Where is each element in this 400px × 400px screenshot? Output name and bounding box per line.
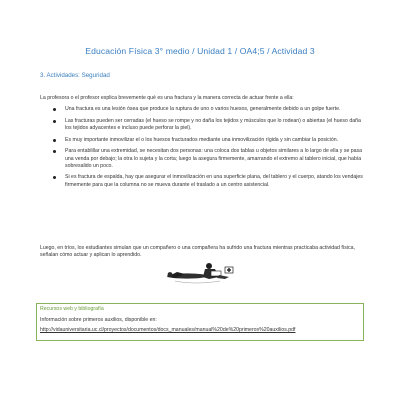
first-aid-illustration — [165, 257, 240, 290]
bullet-list — [40, 106, 365, 193]
bullet-icon — [53, 150, 56, 153]
list-item-text: Las fracturas pueden ser cerradas (el hueso se rompe y no daña los tejidos y músculos que lo rodean) o abiertas (el hueso daña los tejidos adyacentes e incluso puede perforar la piel). — [65, 117, 361, 131]
ground-shadow — [175, 281, 220, 283]
injured-person-figure — [167, 272, 207, 279]
list-item — [40, 174, 365, 188]
resources-link[interactable]: http://vidauniversitaria.uc.cl/proyectos/documentos/docs_manuales/manual%20de%20primeros%20auxilios.pdf — [40, 327, 296, 333]
list-item-text: Es muy importante inmovilizar el o los huesos fracturados mediante una inmovilización rígida y sin cambiar la posición. — [65, 136, 339, 143]
intro-paragraph: La profesora o el profesor explica brevemente qué es una fractura y la manera correcta de actuar frente a ella: — [40, 95, 294, 101]
first-aid-kit-icon — [225, 267, 233, 273]
list-item — [40, 137, 365, 144]
list-item — [40, 118, 365, 132]
resources-heading: Recursos web y bibliografía — [40, 306, 104, 312]
bullet-icon — [53, 108, 56, 111]
bullet-icon — [53, 139, 56, 142]
bullet-icon — [53, 176, 56, 179]
page-title: Educación Física 3° medio / Unidad 1 / OA4;5 / Actividad 3 — [85, 46, 315, 56]
list-item-text: Si es fractura de espalda, hay que asegurar el inmovilización en una superficie plana, del tablero y el cuerpo, atando los vendajes firmemente para que la columna no se mueva durante el traslado a un centro asistencial. — [65, 174, 363, 188]
list-item-text: Una fractura es una lesión ósea que produce la ruptura de uno o varios huesos, generalmente debido a un golpe fuerte. — [65, 106, 341, 112]
section-heading: 3. Actividades: Seguridad — [40, 72, 110, 79]
closing-paragraph: Luego, en tríos, los estudiantes simulan que un compañero o una compañera ha sufrido una fractura mientras practicaba actividad física, señalan cómo actuar y aplican lo aprendido. — [40, 245, 355, 258]
list-item — [40, 148, 365, 170]
resources-text: Información sobre primeros auxilios, disponible en: — [40, 317, 157, 323]
list-item-text: Para entablillar una extremidad, se necesitan dos personas: una coloca dos tablas u objetos similares a lo largo de ella y se pasa una venda por debajo; la otra lo sujeta y la corta; luego la asegura firmemente, amarrando el extremo al tablero inicial, que había sobresalido un poco. — [65, 148, 363, 169]
bullet-icon — [53, 120, 56, 123]
list-item — [40, 106, 365, 113]
resources-box — [36, 303, 364, 341]
